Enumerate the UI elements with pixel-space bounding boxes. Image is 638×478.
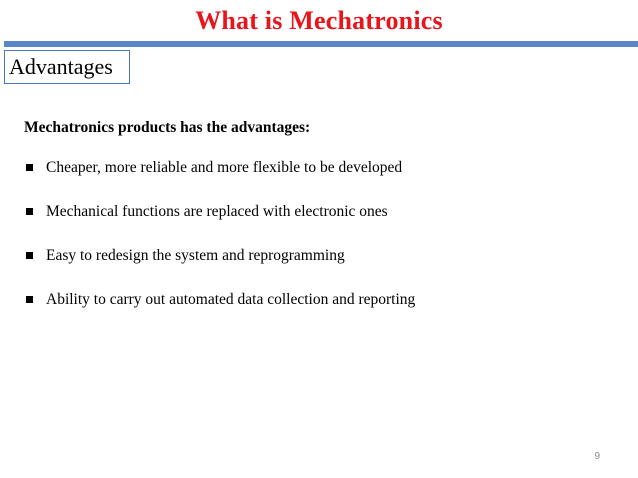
- slide-title: What is Mechatronics: [195, 6, 443, 35]
- square-bullet-icon: [26, 296, 33, 303]
- section-label-box: [4, 50, 130, 84]
- list-item-text: Ability to carry out automated data collection and reporting: [46, 291, 416, 308]
- title-divider: [4, 41, 638, 47]
- square-bullet-icon: [26, 252, 33, 259]
- square-bullet-icon: [26, 164, 33, 171]
- lead-text: Mechatronics products has the advantages:: [24, 119, 311, 136]
- list-item-text: Easy to redesign the system and reprogramming: [46, 247, 345, 264]
- list-item-text: Cheaper, more reliable and more flexible to be developed: [46, 159, 403, 176]
- page-number: 9: [594, 451, 600, 462]
- square-bullet-icon: [26, 208, 33, 215]
- section-label: Advantages: [9, 54, 113, 79]
- list-item-text: Mechanical functions are replaced with electronic ones: [46, 203, 388, 220]
